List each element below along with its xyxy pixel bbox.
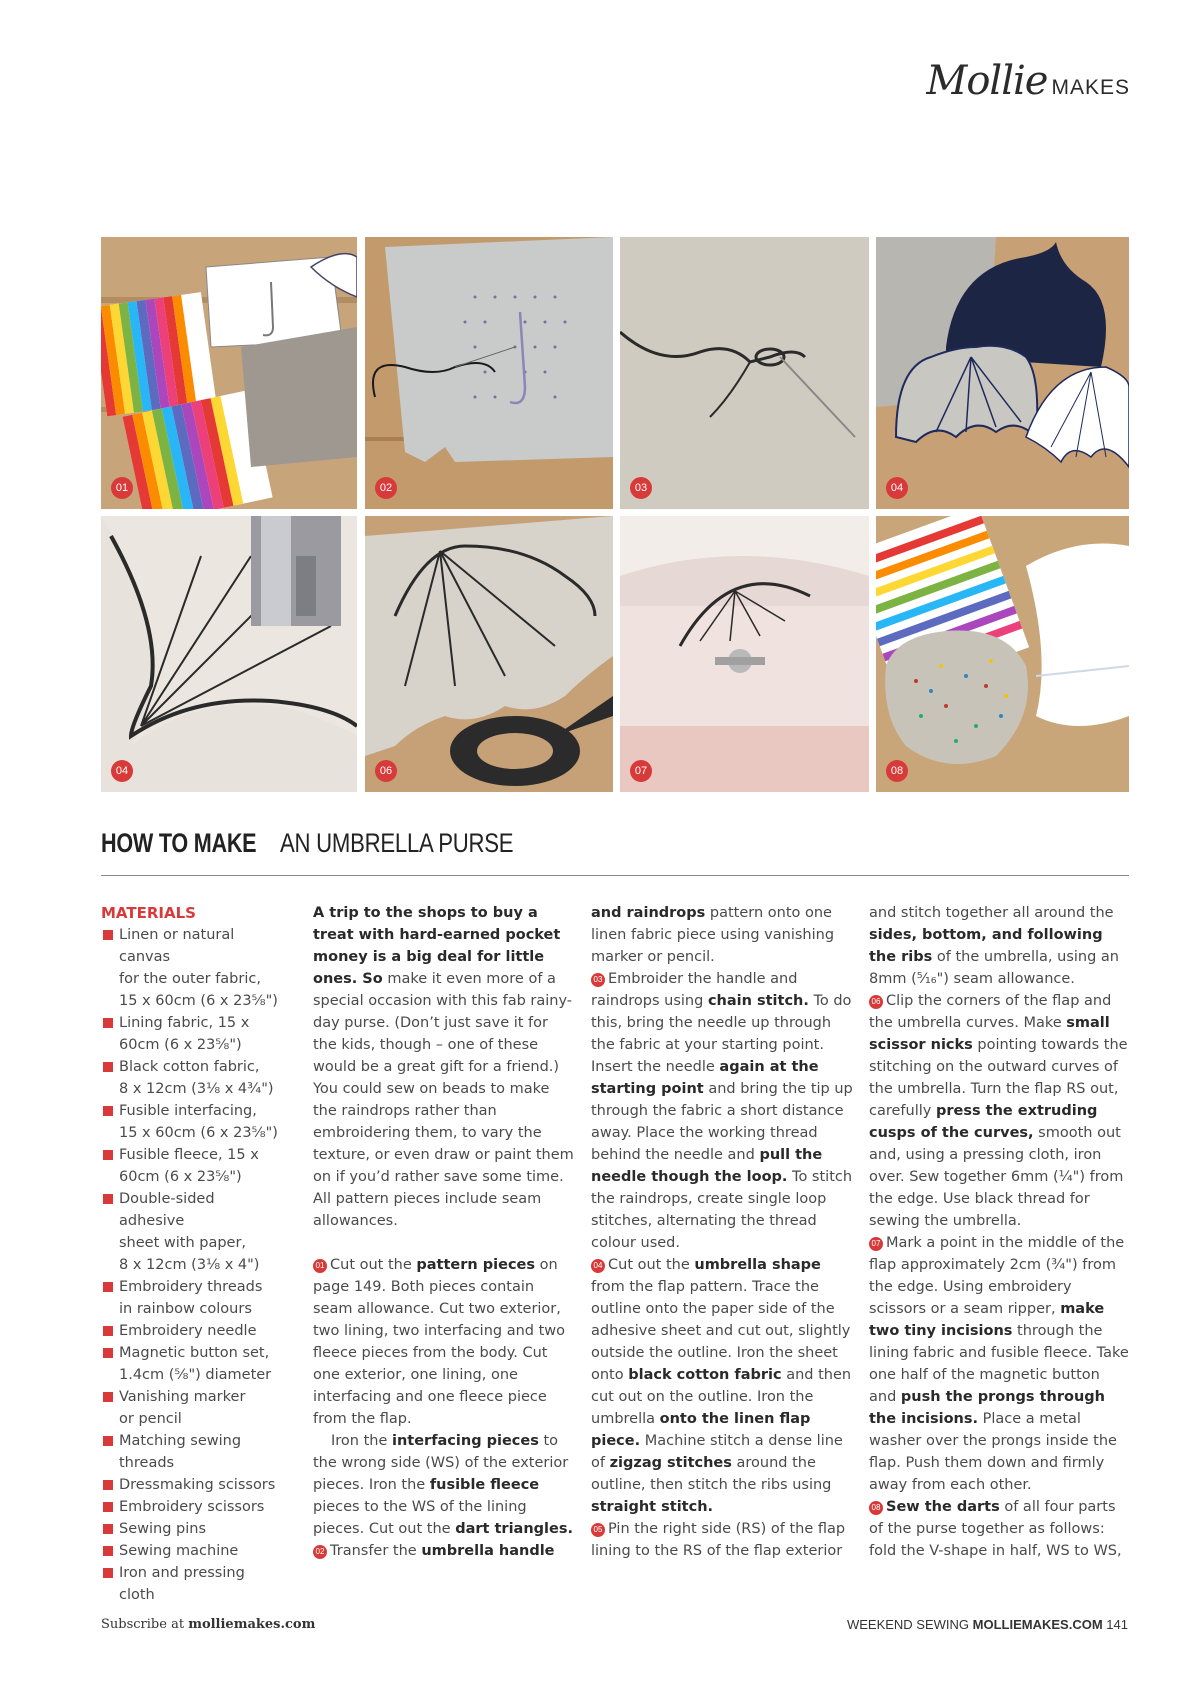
step-photo-04a: [876, 237, 1129, 509]
step-badge: 04: [111, 760, 133, 782]
step-03: 03 Embroider the handle and raindrops using chain stitch. To do this, bring the needle up through the fabric at your starting point. Insert the needle again at the starting point and bring the tip up through the fabric a short distance away. Place the working thread behind the needle and pull the needle though the loop. To stitch the raindrops, create single loop stitches, alternating the thread colour used.: [591, 971, 853, 1251]
step-05-continued: and stitch together all around the sides, bottom, and following the ribs of the umbrella, using an 8mm (⁵⁄₁₆") seam allowance.: [869, 905, 1119, 987]
materials-title: MATERIALS: [101, 904, 196, 922]
bullet-square-icon: [103, 1436, 113, 1446]
materials-item-line: 15 x 60cm (6 x 23⅝"): [119, 993, 278, 1009]
materials-item-line: Black cotton fabric,: [119, 1059, 260, 1075]
materials-item-line: 60cm (6 x 23⅝"): [119, 1169, 242, 1185]
footer-subscribe-link[interactable]: molliemakes.com: [188, 1617, 316, 1632]
step-01-continued: Iron the interfacing pieces to the wrong side (WS) of the exterior pieces. Iron the fusible fleece pieces to the WS of the lining pieces. Cut out the dart triangles.: [313, 1433, 573, 1537]
step-08: 08 Sew the darts of all four parts of the purse together as follows: fold the V-shape in half, WS to WS,: [869, 1499, 1122, 1559]
bullet-square-icon: [103, 1392, 113, 1402]
section-heading: [101, 828, 565, 859]
step-photo-01: [101, 237, 357, 509]
footer-site: MOLLIEMAKES.COM: [972, 1617, 1103, 1632]
step-badge: 07: [630, 760, 652, 782]
materials-item-line: 15 x 60cm (6 x 23⅝"): [119, 1125, 278, 1141]
bullet-square-icon: [103, 1348, 113, 1358]
step-02: 02 Transfer the umbrella handle: [313, 1540, 575, 1562]
materials-item-line: Embroidery scissors: [119, 1499, 265, 1515]
materials-item-line: Embroidery threads: [119, 1279, 263, 1295]
materials-item: [101, 1100, 281, 1144]
materials-item-line: Magnetic button set,: [119, 1345, 270, 1361]
bullet-square-icon: [103, 1524, 113, 1534]
step-photo-02: [365, 237, 613, 509]
step-photo-07: [620, 516, 869, 792]
materials-item-line: 60cm (6 x 23⅝"): [119, 1037, 242, 1053]
step-01: 01 Cut out the pattern pieces on page 149. Both pieces contain seam allowance. Cut two exterior, two lining, two interfacing and two fleece pieces from the body. Cut one exterior, one lining, one interfacing and one fleece piece from the flap.: [313, 1257, 566, 1427]
step-number-icon: 03: [591, 973, 605, 987]
step-06: 06 Clip the corners of the flap and the umbrella curves. Make small scissor nicks pointing towards the stitching on the outward curves of the umbrella. Turn the flap RS out, carefully press the extruding cusps of the curves, smooth out and, using a pressing cloth, iron over. Sew together 6mm (¼") from the edge. Use black thread for sewing the umbrella.: [869, 993, 1128, 1229]
step-02-continued: and raindrops pattern onto one linen fabric piece using vanishing marker or pencil.: [591, 905, 835, 965]
footer-page-info: [847, 1617, 1128, 1632]
bullet-square-icon: [103, 1106, 113, 1116]
materials-item: [101, 1012, 281, 1056]
step-photo-03: [620, 237, 869, 509]
step-number-icon: 02: [313, 1545, 327, 1559]
materials-item: [101, 1386, 281, 1430]
footer-subscribe-prefix: Subscribe at: [101, 1617, 185, 1632]
brand-script: Mollie: [926, 58, 1048, 104]
materials-item: [101, 1276, 281, 1320]
materials-item-line: for the outer fabric,: [119, 971, 261, 987]
materials-item-line: Lining fabric, 15 x: [119, 1015, 250, 1031]
materials-item-line: Vanishing marker: [119, 1389, 246, 1405]
materials-item: [101, 1430, 281, 1474]
materials-item-line: 8 x 12cm (3⅛ x 4¾"): [119, 1081, 274, 1097]
brand-word: MAKES: [1051, 76, 1130, 99]
heading-bold: HOW TO MAKE: [101, 828, 257, 858]
bullet-square-icon: [103, 1062, 113, 1072]
bullet-square-icon: [103, 1326, 113, 1336]
materials-item: [101, 1540, 281, 1562]
instructions-column-2: [591, 902, 853, 1562]
step-photo-08: [876, 516, 1129, 792]
heading-rule: [101, 875, 1129, 876]
materials-item-line: Sewing machine: [119, 1543, 239, 1559]
materials-item: [101, 1320, 281, 1342]
materials-item-line: Matching sewing: [119, 1433, 242, 1449]
materials-item-line: Fusible interfacing,: [119, 1103, 257, 1119]
materials-item-line: Linen or natural canvas: [119, 927, 235, 965]
materials-list: [101, 924, 281, 1606]
bullet-square-icon: [103, 1194, 113, 1204]
instructions-column-3: [869, 902, 1131, 1562]
step-badge: 08: [886, 760, 908, 782]
materials-item: [101, 1562, 281, 1606]
brand-logo: [926, 58, 1130, 104]
materials-item-line: Embroidery needle: [119, 1323, 257, 1339]
bullet-square-icon: [103, 1546, 113, 1556]
step-badge: 06: [375, 760, 397, 782]
step-badge: 02: [375, 477, 397, 499]
materials-item: [101, 1474, 281, 1496]
materials-item-line: 8 x 12cm (3⅛ x 4"): [119, 1257, 260, 1273]
materials-item-line: Double-sided adhesive: [119, 1191, 215, 1229]
step-05: 05 Pin the right side (RS) of the flap lining to the RS of the flap exterior: [591, 1521, 846, 1559]
bullet-square-icon: [103, 930, 113, 940]
step-photo-04b: [101, 516, 357, 792]
bullet-square-icon: [103, 1480, 113, 1490]
materials-item-line: in rainbow colours: [119, 1301, 252, 1317]
bullet-square-icon: [103, 1502, 113, 1512]
materials-item-line: Dressmaking scissors: [119, 1477, 276, 1493]
materials-item: [101, 1144, 281, 1188]
step-number-icon: 07: [869, 1237, 883, 1251]
materials-item-line: threads: [119, 1455, 175, 1471]
step-photo-06: [365, 516, 613, 792]
materials-item: [101, 1188, 281, 1276]
materials-item-line: or pencil: [119, 1411, 182, 1427]
materials-item-line: sheet with paper,: [119, 1235, 247, 1251]
materials-item: [101, 924, 281, 1012]
page-number: 141: [1106, 1617, 1128, 1632]
intro-paragraph: A trip to the shops to buy a treat with hard-earned pocket money is a big deal for little ones. So make it even more of a special occasion with this fab rainy-day purse. (Don’t just save it for the kids, though – one of these would be a great gift for a friend.) You could sew on beads to make the raindrops rather than embroidering them, to vary the texture, or even draw or paint them on if you’d rather save some time. All pattern pieces include seam allowances.: [313, 905, 574, 1229]
step-number-icon: 04: [591, 1259, 605, 1273]
step-number-icon: 01: [313, 1259, 327, 1273]
step-badge: 03: [630, 477, 652, 499]
footer-section: WEEKEND SEWING: [846, 1617, 970, 1632]
bullet-square-icon: [103, 1150, 113, 1160]
step-number-icon: 06: [869, 995, 883, 1009]
materials-item: [101, 1496, 281, 1518]
step-badge: 04: [886, 477, 908, 499]
heading-light: AN UMBRELLA PURSE: [280, 828, 514, 858]
materials-item-line: Iron and pressing cloth: [119, 1565, 245, 1603]
step-number-icon: 05: [591, 1523, 605, 1537]
materials-item-line: Fusible fleece, 15 x: [119, 1147, 259, 1163]
bullet-square-icon: [103, 1282, 113, 1292]
step-07: 07 Mark a point in the middle of the flap approximately 2cm (¾") from the edge. Using embroidery scissors or a seam ripper, make two tiny incisions through the lining fabric and fusible fleece. Take one half of the magnetic button and push the prongs through the incisions. Place a metal washer over the prongs inside the flap. Push them down and firmly away from each other.: [869, 1235, 1129, 1493]
materials-item-line: 1.4cm (⅝") diameter: [119, 1367, 272, 1383]
step-04: 04 Cut out the umbrella shape from the flap pattern. Trace the outline onto the paper side of the adhesive sheet and cut out, slightly outside the outline. Iron the sheet onto black cotton fabric and then cut out on the outline. Iron the umbrella onto the linen flap piece. Machine stitch a dense line of zigzag stitches around the outline, then stitch the ribs using straight stitch.: [591, 1257, 852, 1515]
materials-item: [101, 1056, 281, 1100]
materials-item: [101, 1518, 281, 1540]
materials-item: [101, 1342, 281, 1386]
step-badge: 01: [111, 477, 133, 499]
materials-column: [101, 902, 281, 1606]
bullet-square-icon: [103, 1568, 113, 1578]
bullet-square-icon: [103, 1018, 113, 1028]
materials-item-line: Sewing pins: [119, 1521, 206, 1537]
step-number-icon: 08: [869, 1501, 883, 1515]
instructions-column-1: [313, 902, 575, 1562]
footer-subscribe: [101, 1617, 315, 1632]
